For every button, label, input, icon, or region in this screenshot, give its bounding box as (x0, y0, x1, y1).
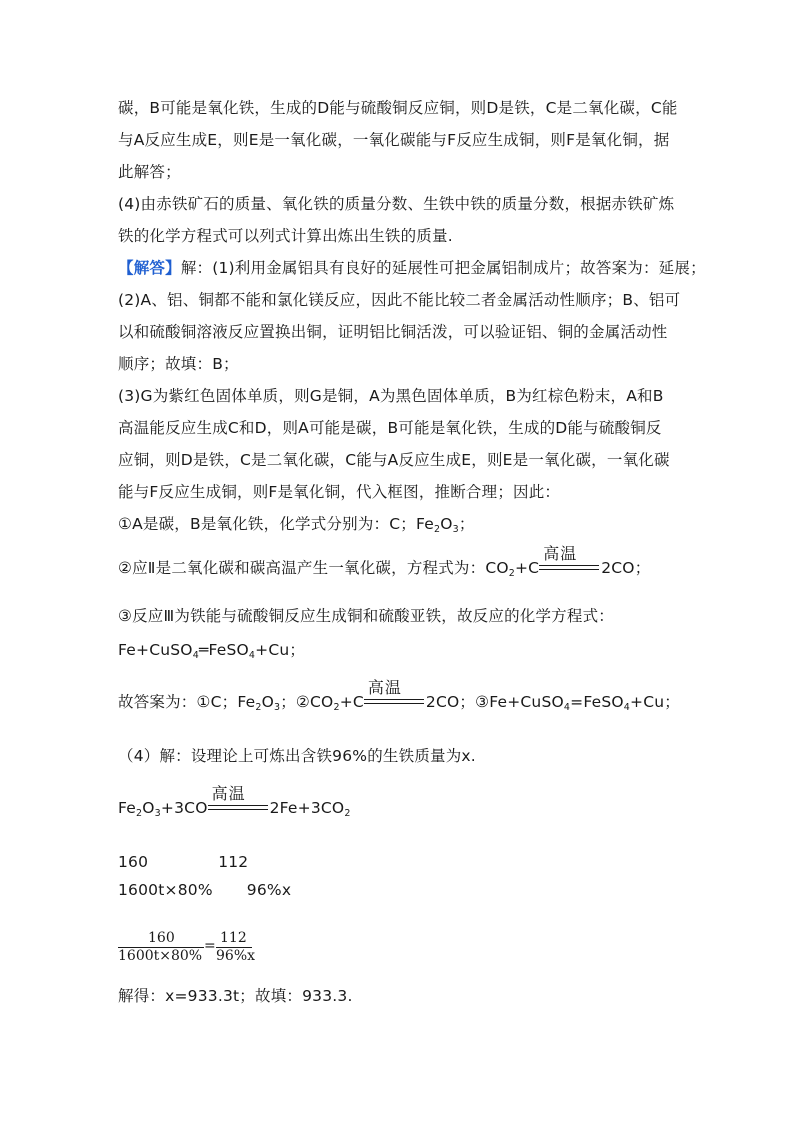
subscript: 3 (154, 808, 161, 819)
text-span: ═FeSO (198, 641, 249, 659)
condition-bar (208, 809, 268, 810)
answer-line (118, 258, 706, 278)
text-line: (4)由赤铁矿石的质量、氧化铁的质量分数、生铁中铁的质量分数，根据赤铁矿炼 (118, 195, 675, 213)
equation-line (118, 784, 351, 819)
text-span: ②应Ⅱ是二氧化碳和碳高温产生一氧化碳，方程式为：CO (118, 559, 509, 577)
subscript: 4 (192, 650, 199, 661)
subscript: 4 (623, 702, 631, 713)
reaction-condition (208, 784, 270, 818)
subscript: 2 (508, 568, 515, 579)
text-span: 2CO；③Fe+CuSO (425, 693, 564, 711)
fraction-numerator: 160 (148, 930, 175, 946)
text-line: 顺序；故填：B； (118, 355, 239, 373)
text-line: 能与F反应生成铜，则F是氧化铜，代入框图，推断合理；因此： (118, 483, 561, 501)
condition-bar (539, 569, 599, 570)
condition-label: 高温 (211, 784, 246, 803)
condition-bar (364, 699, 424, 700)
text-line: ③反应Ⅲ为铁能与硫酸铜反应生成铜和硫酸亚铁，故反应的化学方程式： (118, 607, 614, 625)
text-span: Fe+CuSO (118, 641, 193, 659)
text-line: 应铜，则D是铁，C是二氧化碳，C能与A反应生成E，则E是一氧化碳，一氧化碳 (118, 451, 670, 469)
equation-line (118, 544, 651, 579)
condition-bar (539, 565, 599, 566)
text-line: （4）解：设理论上可炼出含铁96%的生铁质量为x. (118, 747, 476, 765)
text-line: 以和硫酸铜溶液反应置换出铜，证明铝比铜活泼，可以验证铝、铜的金属活动性 (118, 323, 668, 341)
answer-tag: 【解答】 (118, 259, 181, 277)
text-span: ；②CO (280, 693, 334, 711)
text-line (118, 514, 475, 534)
text-span: +C (339, 693, 364, 711)
subscript: 2 (333, 702, 340, 713)
subscript: 4 (563, 702, 571, 713)
text-line: 与A反应生成E，则E是一氧化碳，一氧化碳能与F反应生成铜，则F是氧化铜，据 (118, 131, 670, 149)
equals-sign: = (204, 938, 216, 954)
mass-ratio-line (118, 852, 248, 872)
text-span: +3CO (160, 799, 208, 817)
text-span: 160 (118, 853, 149, 871)
mass-ratio-line (118, 880, 291, 900)
text-span: 1600t×80% (118, 881, 213, 899)
text-span: Fe (118, 799, 137, 817)
text-span: 故答案为：①C；Fe (118, 693, 256, 711)
answer-summary-line (118, 678, 680, 713)
text-span: ； (458, 515, 475, 533)
equation-line (118, 640, 305, 660)
reaction-condition (539, 544, 601, 578)
text-span: 2Fe+3CO (269, 799, 345, 817)
text-span: O (142, 799, 155, 817)
text-span: =FeSO (570, 693, 624, 711)
text-span: 112 (218, 853, 249, 871)
text-span: O (261, 693, 274, 711)
text-span: 2CO； (601, 559, 651, 577)
fraction-denominator: 1600t×80% (118, 948, 203, 964)
text-line: 高温能反应生成C和D，则A可能是碳，B可能是氧化铁，生成的D能与硫酸铜反 (118, 419, 662, 437)
condition-bar (364, 703, 424, 704)
text-span: 96%x (246, 881, 292, 899)
text-span: O (440, 515, 453, 533)
fraction-denominator: 96%x (216, 948, 256, 964)
text-line: 铁的化学方程式可以列式计算出炼出生铁的质量. (118, 227, 453, 245)
subscript: 2 (344, 808, 351, 819)
fraction-numerator: 112 (220, 930, 247, 946)
subscript: 2 (255, 702, 262, 713)
condition-bar (208, 805, 268, 806)
text-line: (3)G为紫红色固体单质，则G是铜，A为黑色固体单质，B为红棕色粉末，A和B (118, 387, 664, 405)
text-span: +C (515, 559, 540, 577)
text-line: 解得：x=933.3t；故填：933.3. (118, 987, 353, 1005)
reaction-condition (364, 678, 426, 712)
condition-label: 高温 (543, 544, 578, 563)
subscript: 4 (248, 650, 256, 661)
text-span: +Cu； (255, 641, 306, 659)
condition-label: 高温 (367, 678, 402, 697)
subscript: 2 (136, 808, 143, 819)
subscript: 3 (273, 702, 281, 713)
subscript: 2 (433, 524, 441, 535)
text-span: +Cu； (630, 693, 680, 711)
text-span: ①A是碳，B是氧化铁，化学式分别为：C；Fe (118, 515, 434, 533)
answer-text: 解：(1)利用金属铝具有良好的延展性可把金属铝制成片；故答案为：延展； (180, 259, 706, 277)
subscript: 3 (452, 524, 459, 535)
text-line: 此解答； (118, 163, 181, 181)
text-line: (2)A、铝、铜都不能和氯化镁反应，因此不能比较二者金属活动性顺序；B、铝可 (118, 291, 681, 309)
text-line: 碳，B可能是氧化铁，生成的D能与硫酸铜反应铜，则D是铁，C是二氧化碳，C能 (118, 99, 678, 117)
